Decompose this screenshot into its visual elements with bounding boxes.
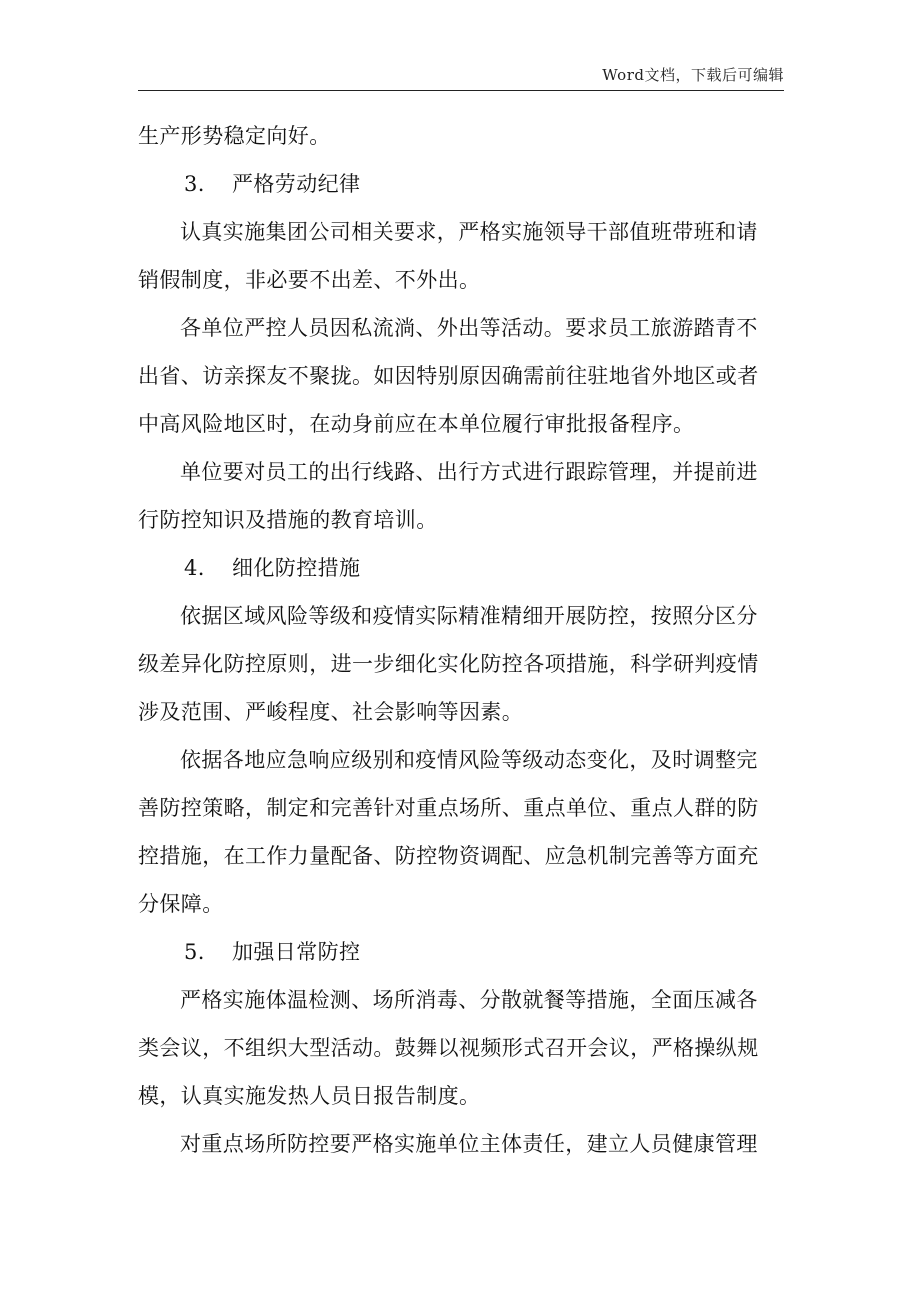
header-text: Word文档，下载后可编辑 [602,66,784,84]
line-text: 严格实施体温检测、场所消毒、分散就餐等措施，全面压减各 [180,988,758,1012]
text-line [138,976,784,1024]
line-text: 类会议，不组织大型活动。鼓舞以视频形式召开会议，严格操纵规 [138,1036,759,1060]
text-line [138,1120,784,1168]
line-text: 模，认真实施发热人员日报告制度。 [138,1084,481,1108]
text-line [138,832,784,880]
text-line [138,880,784,928]
text-line [138,592,784,640]
section-heading [138,160,784,208]
text-line [138,496,784,544]
text-line [138,688,784,736]
page-header [138,62,784,91]
section-heading [138,928,784,976]
text-line [138,1072,784,1120]
text-line [138,736,784,784]
line-text: 善防控策略，制定和完善针对重点场所、重点单位、重点人群的防 [138,796,759,820]
section-number: 5. [184,940,205,964]
text-line [138,256,784,304]
document-body [138,112,784,1168]
line-text: 依据区域风险等级和疫情实际精准精细开展防控，按照分区分 [180,604,758,628]
section-number: 3. [184,172,205,196]
text-line [138,784,784,832]
text-line [138,1024,784,1072]
line-text: 涉及范围、严峻程度、社会影响等因素。 [138,700,524,724]
text-line [138,448,784,496]
text-line [138,208,784,256]
text-line [138,640,784,688]
line-text: 销假制度，非必要不出差、不外出。 [138,268,481,292]
line-text: 依据各地应急响应级别和疫情风险等级动态变化，及时调整完 [180,748,758,772]
line-text: 控措施，在工作力量配备、防控物资调配、应急机制完善等方面充 [138,844,759,868]
section-heading [138,544,784,592]
line-text: 单位要对员工的出行线路、出行方式进行跟踪管理，并提前进 [180,460,758,484]
line-text: 对重点场所防控要严格实施单位主体责任，建立人员健康管理 [180,1132,758,1156]
section-title: 严格劳动纪律 [232,172,361,196]
line-text: 认真实施集团公司相关要求，严格实施领导干部值班带班和请 [180,220,758,244]
text-line [138,352,784,400]
text-line [138,400,784,448]
text-line [138,304,784,352]
line-text: 中高风险地区时，在动身前应在本单位履行审批报备程序。 [138,412,695,436]
line-text: 分保障。 [138,892,224,916]
line-text: 级差异化防控原则，进一步细化实化防控各项措施，科学研判疫情 [138,652,759,676]
section-title: 加强日常防控 [232,940,361,964]
section-title: 细化防控措施 [232,556,361,580]
section-number: 4. [184,556,205,580]
line-text: 行防控知识及措施的教育培训。 [138,508,438,532]
text-line [138,112,784,160]
line-text: 出省、访亲探友不聚拢。如因特别原因确需前往驻地省外地区或者 [138,364,759,388]
line-text: 生产形势稳定向好。 [138,124,331,148]
line-text: 各单位严控人员因私流淌、外出等活动。要求员工旅游踏青不 [180,316,758,340]
